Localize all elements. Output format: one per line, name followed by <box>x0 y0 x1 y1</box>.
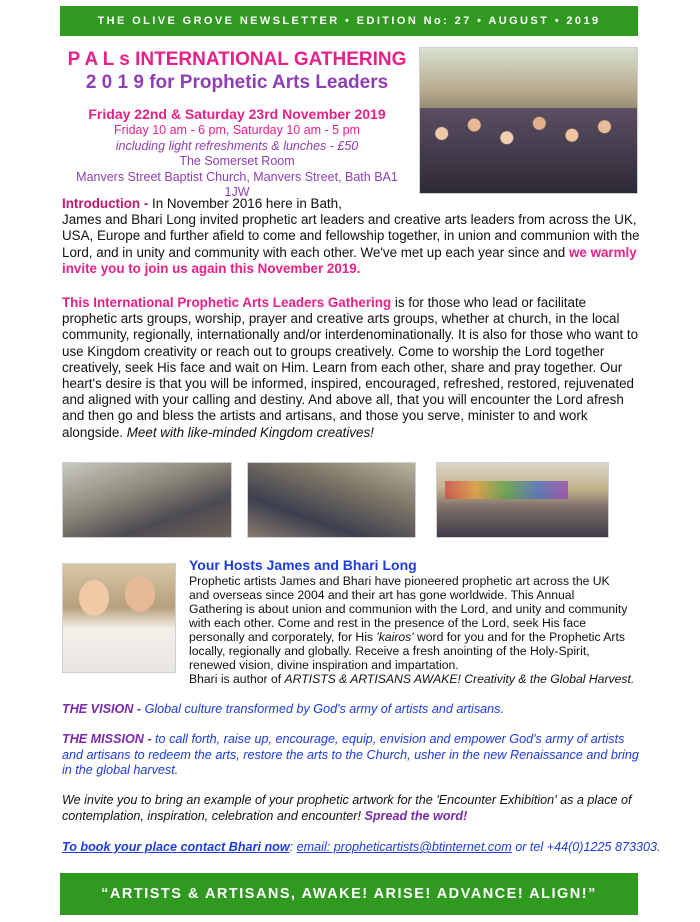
event-address: Manvers Street Baptist Church, Manvers Street, Bath BA1 1JW <box>76 169 398 199</box>
intro-body: James and Bhari Long invited prophetic art leaders and creative arts leaders from across the UK, USA, Europe and further afield to come and fellowship together, in union and communion with the Lord, and in unity and community with each other. We've met up each year since and <box>62 212 640 260</box>
host-face-james <box>125 576 155 612</box>
intro-lead: In November 2016 here in Bath, <box>148 196 342 211</box>
author-note-lead: Bhari is author of <box>189 672 285 686</box>
hosts-heading: Your Hosts James and Bhari Long <box>189 557 417 573</box>
vision-statement <box>62 702 642 718</box>
artwork-wall-image <box>445 481 568 499</box>
newsletter-edition-text: THE OLIVE GROVE NEWSLETTER • EDITION No: 27 • AUGUST • 2019 <box>97 15 601 27</box>
invite-text: We invite you to bring an example of your prophetic artwork for the 'Encounter Exhibition' as a place of contemplation, inspiration, celebration and encounter! <box>62 793 632 823</box>
mission-statement <box>62 732 642 779</box>
workshop-photo-2 <box>247 462 416 538</box>
booking-label: To book your place contact Bhari now <box>62 840 290 854</box>
hosts-body-before: Prophetic artists James and Bhari have pioneered prophetic art across the UK and overseas since 2004 and their art has gone worldwide. This Annual Gathering is about union and communion with the Lord, and unity and community with each other. Come and rest in the presence of the Lord, seek His face personally and corporately, for His <box>189 574 628 644</box>
intro-label: Introduction - <box>62 196 149 211</box>
invite-emphasis: Spread the word! <box>364 808 468 823</box>
hosts-body-after: word for you and for the Prophetic Arts locally, regionally and globally. Receive a fresh anointing of the Holy-Spirit, renewed vision, divine inspiration and impartation. <box>189 630 625 672</box>
intro-highlight: we warmly invite you to join us again this November 2019. <box>62 244 637 276</box>
gathering-body: is for those who lead or facilitate prophetic arts groups, worship, prayer and creative arts groups, whether at church, in the local community, regionally, internationally and/or interdenominationally. It is also for those who want to use Kingdom creativity or reach out to groups creatively. Come to worship the Lord together creatively, seek His face and wait on Him. Learn from each other, share and pray together. Our heart's desire is that you will be informed, inspired, encouraged, refreshed, restored, rejuvenated and aligned with your calling and destiny. And above all, that you will encounter the Lord afresh and then go and bless the artists and artisans, and those you serve, minister to and work alongside. <box>62 295 639 440</box>
booking-sep: : <box>289 840 297 854</box>
gathering-paragraph <box>62 295 640 441</box>
workshop-photo-3 <box>436 462 609 538</box>
crowd-image <box>420 108 637 193</box>
exhibition-invite <box>62 793 642 824</box>
event-title-line1: P A L s INTERNATIONAL GATHERING <box>67 49 407 70</box>
intro-paragraph <box>62 196 640 277</box>
booking-phone: or tel +44(0)1225 873303. <box>511 840 661 854</box>
hosts-paragraph <box>189 574 629 672</box>
event-title <box>62 48 412 94</box>
event-room: The Somerset Room <box>179 154 295 168</box>
booking-line <box>62 840 661 854</box>
event-title-line2: 2 0 1 9 for Prophetic Arts Leaders <box>85 72 389 93</box>
gathering-closing: Meet with like-minded Kingdom creatives! <box>126 424 374 440</box>
mission-text: to call forth, raise up, encourage, equip, envision and empower God's army of artists and artisans to redeem the arts, restore the arts to the Church, usher in the new Renaissance and bring in the global harvest. <box>62 732 639 777</box>
gathering-label: This International Prophetic Arts Leaders Gathering <box>62 295 392 310</box>
event-times: Friday 10 am - 6 pm, Saturday 10 am - 5 pm <box>114 123 360 137</box>
event-details <box>62 105 412 201</box>
booking-email-link[interactable]: email: propheticartists@btinternet.com <box>296 840 512 854</box>
workshop-photo-1 <box>62 462 232 538</box>
event-dates: Friday 22nd & Saturday 23rd November 2019 <box>88 106 386 122</box>
gathering-group-photo <box>419 47 638 194</box>
vision-text: Global culture transformed by God's army of artists and artisans. <box>141 702 504 716</box>
author-book-title: ARTISTS & ARTISANS AWAKE! Creativity & the Global Harvest. <box>284 672 635 686</box>
mission-label: THE MISSION - <box>62 732 152 746</box>
newsletter-header-banner <box>60 6 638 36</box>
hosts-photo <box>62 563 176 673</box>
host-face-bhari <box>79 580 109 616</box>
event-price: including light refreshments & lunches - £50 <box>115 138 359 153</box>
author-note <box>189 672 634 686</box>
motto-text: “ARTISTS & ARTISANS, AWAKE! ARISE! ADVANCE! ALIGN!” <box>101 886 597 902</box>
motto-footer-banner <box>60 873 638 915</box>
vision-label: THE VISION - <box>62 702 142 716</box>
hosts-kairos: 'kairos' <box>376 630 414 644</box>
